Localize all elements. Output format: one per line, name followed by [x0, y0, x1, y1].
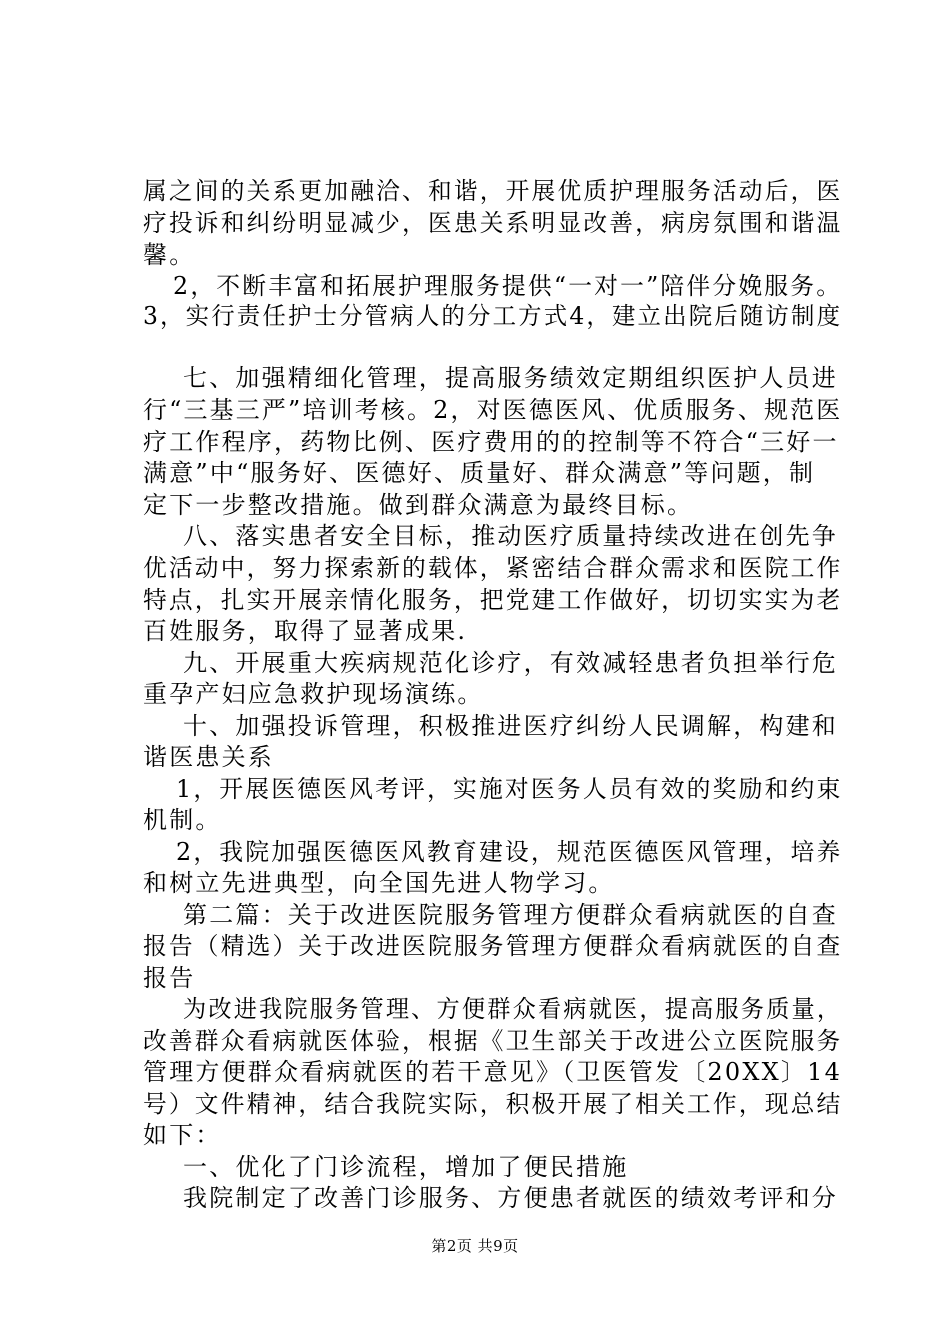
text-line: 疗工作程序，药物比例、医疗费用的的控制等不符合“三好一 — [143, 428, 839, 456]
text-line: 一、优化了门诊流程，增加了便民措施 — [183, 1153, 629, 1181]
text-line: 属之间的关系更加融洽、和谐，开展优质护理服务活动后，医 — [143, 177, 843, 205]
text-line: 第二篇：关于改进医院服务管理方便群众看病就医的自查 — [183, 901, 838, 929]
text-line: 百姓服务，取得了显著成果. — [143, 617, 468, 645]
text-line: 九、开展重大疾病规范化诊疗，有效减轻患者负担举行危 — [183, 649, 838, 677]
text-line: 行“三基三严”培训考核。2，对医德医风、优质服务、规范医 — [143, 396, 843, 424]
text-line: 如下： — [143, 1121, 222, 1149]
text-line: 优活动中，努力探索新的载体，紧密结合群众需求和医院工作 — [143, 554, 843, 582]
text-line: 疗投诉和纠纷明显减少，医患关系明显改善，病房氛围和谐温 — [143, 209, 843, 237]
text-line: 谐医患关系 — [143, 743, 274, 771]
text-line: 满意”中“服务好、医德好、质量好、群众满意”等问题，制 — [143, 459, 816, 487]
text-line: 1，开展医德医风考评，实施对医务人员有效的奖励和约束 — [176, 775, 843, 803]
text-line: 十、加强投诉管理，积极推进医疗纠纷人民调解，构建和 — [183, 712, 838, 740]
text-line: 馨。 — [143, 241, 196, 269]
text-line: 重孕产妇应急救护现场演练。 — [143, 680, 484, 708]
text-line: 特点，扎实开展亲情化服务，把党建工作做好，切切实实为老 — [143, 586, 843, 614]
text-line: 我院制定了改善门诊服务、方便患者就医的绩效考评和分 — [183, 1184, 838, 1212]
text-line: 改善群众看病就医体验，根据《卫生部关于改进公立医院服务 — [143, 1027, 843, 1055]
text-line: 八、落实患者安全目标，推动医疗质量持续改进在创先争 — [183, 522, 838, 550]
text-line: 报告 — [143, 964, 196, 992]
text-line: 报告（精选）关于改进医院服务管理方便群众看病就医的自查 — [143, 932, 843, 960]
text-line: 和树立先进典型，向全国先进人物学习。 — [143, 869, 615, 897]
page-footer: 第2页 共9页 — [431, 1237, 519, 1255]
text-line: 2，不断丰富和拓展护理服务提供“一对一”陪伴分娩服务。 — [173, 272, 843, 300]
text-line: 2，我院加强医德医风教育建设，规范医德医风管理，培养 — [176, 838, 843, 866]
text-line: 为改进我院服务管理、方便群众看病就医，提高服务质量， — [183, 995, 843, 1023]
text-line: 号）文件精神，结合我院实际，积极开展了相关工作，现总结 — [143, 1090, 843, 1118]
text-line: 机制。 — [143, 806, 222, 834]
text-line: 定下一步整改措施。做到群众满意为最终目标。 — [143, 491, 694, 519]
text-line: 七、加强精细化管理，提高服务绩效定期组织医护人员进 — [183, 364, 838, 392]
text-line: 3，实行责任护士分管病人的分工方式4，建立出院后随访制度 — [143, 302, 843, 330]
text-line: 管理方便群众看病就医的若干意见》（卫医管发〔20XX〕14 — [143, 1058, 843, 1086]
